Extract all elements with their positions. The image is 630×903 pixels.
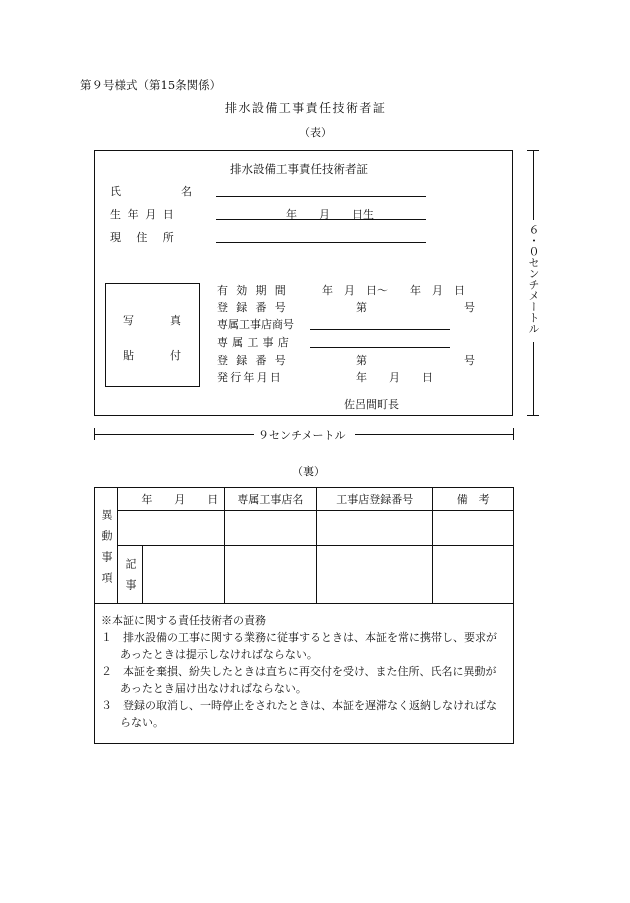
photo-label-bottom: 貼 付 <box>123 349 181 362</box>
contractor-line <box>310 347 450 348</box>
width-dim-line-left <box>94 434 254 435</box>
row2-registration-cell <box>317 546 433 604</box>
row1-date-cell <box>118 511 225 546</box>
row2-contractor-cell <box>224 546 316 604</box>
field-name-label: 氏 名 <box>110 185 192 198</box>
change-record-table <box>94 487 514 604</box>
field-birth-line <box>216 219 426 220</box>
card-title: 排水設備工事責任技術者証 <box>230 162 368 176</box>
note-item-3: ３ 登録の取消し、一時停止をされたときは、本証を遅滞なく返納しなければならない。 <box>101 699 497 729</box>
height-dim-line-top <box>533 150 534 220</box>
duties-notes <box>94 603 514 744</box>
side-label: 異動事項 <box>100 508 113 593</box>
photo-label-top: 写 真 <box>123 314 181 327</box>
contractor-registration-go: 号 <box>464 354 475 367</box>
note-item-2: ２ 本証を棄損、紛失したときは直ちに再交付を受け、また住所、氏名に異動があったとき届け出なければならない。 <box>101 665 497 695</box>
header-registration-number: 工事店登録番号 <box>317 488 433 511</box>
row1-registration-cell <box>317 511 433 546</box>
field-birth-value: 年 月 日生 <box>286 208 374 221</box>
header-date: 年 月 日 <box>118 488 225 511</box>
row1-contractor-cell <box>224 511 316 546</box>
kiji-label-cell <box>118 546 143 604</box>
back-label: （裏） <box>292 465 325 478</box>
width-dim-right-tick <box>513 428 514 440</box>
front-label: （表） <box>299 126 332 139</box>
field-address-label: 現住所 <box>110 231 190 244</box>
validity-label: 有効期間 <box>217 284 294 297</box>
field-birth-label: 生年月日 <box>110 208 181 221</box>
height-dim-line-bottom <box>533 342 534 416</box>
contractor-trade-name-line <box>310 329 450 330</box>
form-number: 第９号様式（第15条関係） <box>80 78 222 92</box>
row1-remarks-cell <box>433 511 514 546</box>
contractor-registration-label: 登録番号 <box>217 354 294 367</box>
document-title: 排水設備工事責任技術者証 <box>225 101 387 115</box>
issue-date-value: 年 月 日 <box>356 371 433 384</box>
side-label-cell <box>95 488 118 604</box>
issuer: 佐呂間町長 <box>344 398 399 411</box>
registration-number-label: 登録番号 <box>217 301 294 314</box>
contractor-trade-name-label: 専属工事店商号 <box>217 318 294 331</box>
width-dimension-label: ９センチメートル <box>258 429 346 442</box>
contractor-registration-dai: 第 <box>356 354 367 367</box>
registration-number-dai: 第 <box>356 301 367 314</box>
note-item-1: １ 排水設備の工事に関する業務に従事するときは、本証を常に携帯し、要求があったときは提示しなければならない。 <box>101 631 497 661</box>
photo-area <box>105 283 200 387</box>
registration-number-go: 号 <box>464 301 475 314</box>
header-remarks: 備 考 <box>433 488 514 511</box>
row2-remarks-cell <box>433 546 514 604</box>
notes-heading: ※本証に関する責任技術者の責務 <box>101 614 266 627</box>
issue-date-label: 発行年月日 <box>217 371 283 384</box>
field-name-line <box>216 196 426 197</box>
kiji-label: 記事 <box>124 557 137 600</box>
field-address-line <box>216 242 426 243</box>
validity-value: 年 月 日～ 年 月 日 <box>322 284 465 297</box>
width-dim-line-right <box>355 434 513 435</box>
row2-date-cell <box>143 546 225 604</box>
contractor-label: 専属工事店 <box>217 336 293 349</box>
height-dimension-label: ６・０センチメートル <box>527 224 540 334</box>
header-contractor-name: 専属工事店名 <box>224 488 316 511</box>
